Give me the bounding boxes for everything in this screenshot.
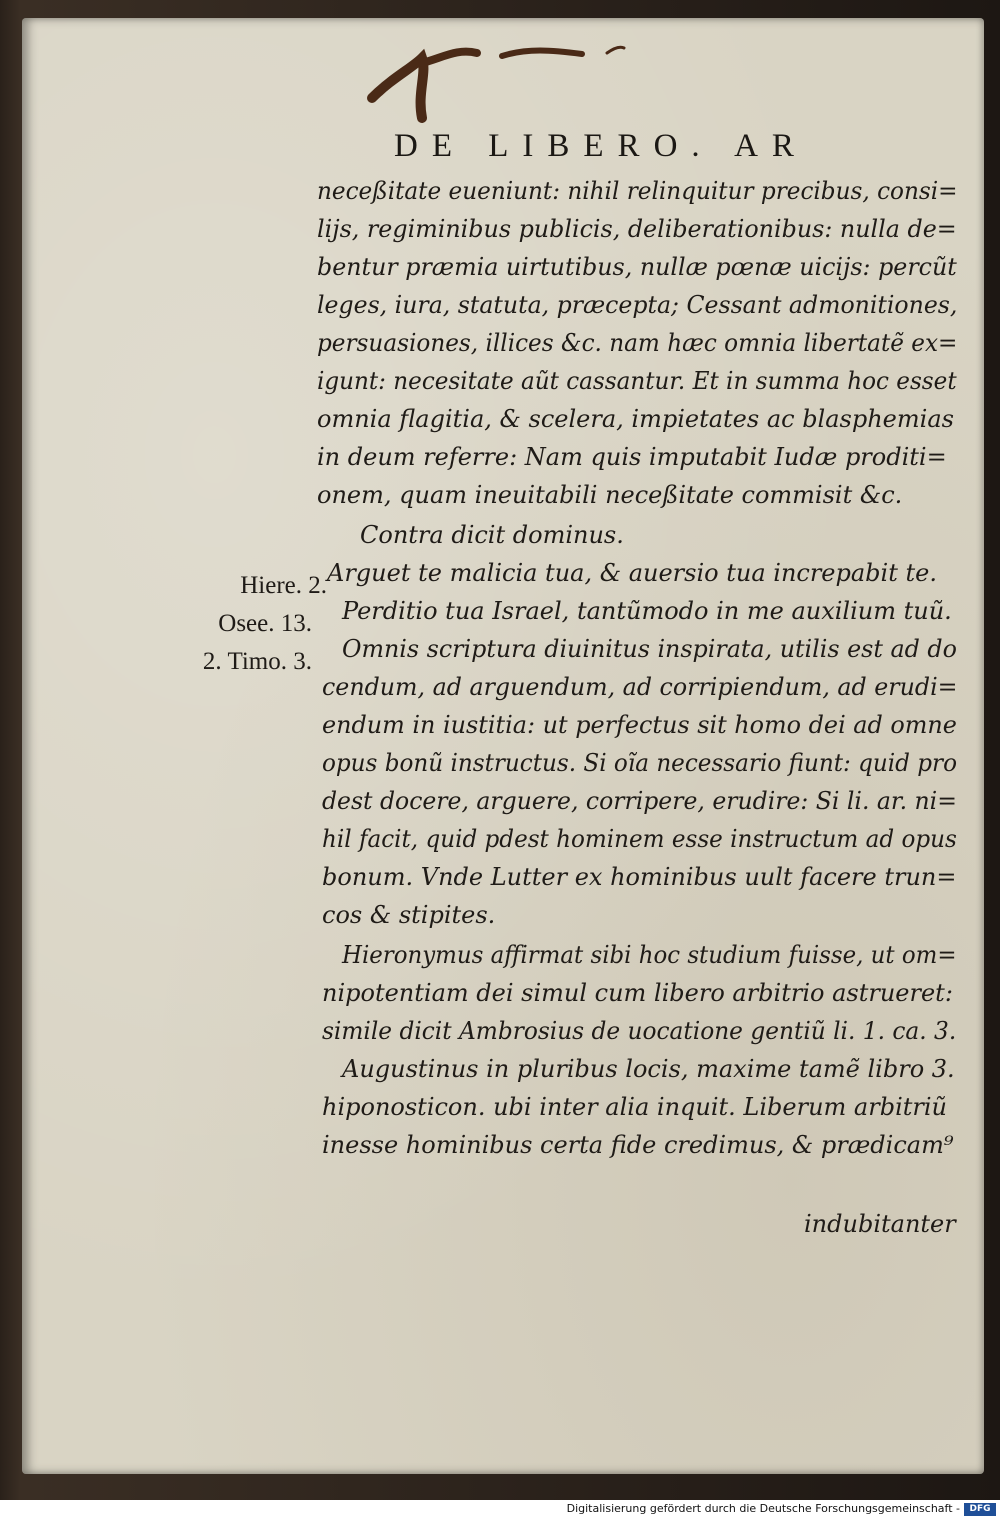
text-line: simile dicit Ambrosius de uocatione gentiũ li. 1. ca. 3. [322,1017,957,1045]
text-line: leges, iura, statuta, præcepta; Cessant admonitiones, [317,291,958,319]
text-line: persuasiones, illices &c. nam hæc omnia libertatẽ ex= [317,329,958,357]
text-line: hiponosticon. ubi inter alia inquit. Liberum arbitriũ [322,1093,947,1121]
catchword: indubitanter [804,1210,956,1238]
book-page [22,18,984,1474]
text-line: igunt: necesitate aũt cassantur. Et in summa hoc esset [317,367,957,395]
margin-note: Osee. 13. [218,610,312,637]
text-line: bentur præmia uirtutibus, nullæ pœnæ uicijs: percũt [317,253,957,281]
text-line: lijs, regiminibus publicis, deliberationibus: nulla de= [317,215,957,243]
text-line: Omnis scriptura diuinitus inspirata, utilis est ad do [342,635,957,663]
text-line: endum in iustitia: ut perfectus sit homo dei ad omne [322,711,957,739]
text-line: Augustinus in pluribus locis, maxime tamẽ libro 3. [342,1055,955,1083]
handwritten-ink-mark [352,38,652,138]
footer-bar [0,1500,1000,1520]
text-line: Hieronymus affirmat sibi hoc studium fuisse, ut om= [342,941,957,969]
footer-text: Digitalisierung gefördert durch die Deutsche Forschungsgemeinschaft - [566,1502,960,1515]
text-line: cendum, ad arguendum, ad corripiendum, ad erudi= [322,673,958,701]
text-line: inesse hominibus certa fide credimus, & prædicam⁹ [322,1131,954,1159]
text-line: dest docere, arguere, corripere, erudire: Si li. ar. ni= [322,787,957,815]
running-head: DE LIBERO. AR [394,128,808,164]
text-line: Contra dicit dominus. [360,521,624,549]
text-line: Perditio tua Israel, tantũmodo in me auxilium tuũ. [342,597,952,625]
margin-note: 2. Timo. 3. [202,648,312,675]
text-line: cos & stipites. [322,901,496,929]
text-line: onem, quam ineuitabili neceßitate commisit &c. [317,481,903,509]
text-line: hil facit, quid pdest hominem esse instructum ad opus [322,825,957,853]
text-line: opus bonũ instructus. Si oĩa necessario fiunt: quid pro [322,749,957,777]
text-line: neceßitate eueniunt: nihil relinquitur precibus, consi= [317,177,958,205]
text-line: nipotentiam dei simul cum libero arbitrio astrueret: [322,979,953,1007]
text-line: omnia flagitia, & scelera, impietates ac blasphemias [317,405,954,433]
dfg-logo: DFG [964,1503,996,1516]
text-line: bonum. Vnde Lutter ex hominibus uult facere trun= [322,863,957,891]
text-line: Arguet te malicia tua, & auersio tua increpabit te. [327,559,937,587]
margin-note: Hiere. 2. [240,572,327,599]
text-line: in deum referre: Nam quis imputabit Iudæ proditi= [317,443,947,471]
